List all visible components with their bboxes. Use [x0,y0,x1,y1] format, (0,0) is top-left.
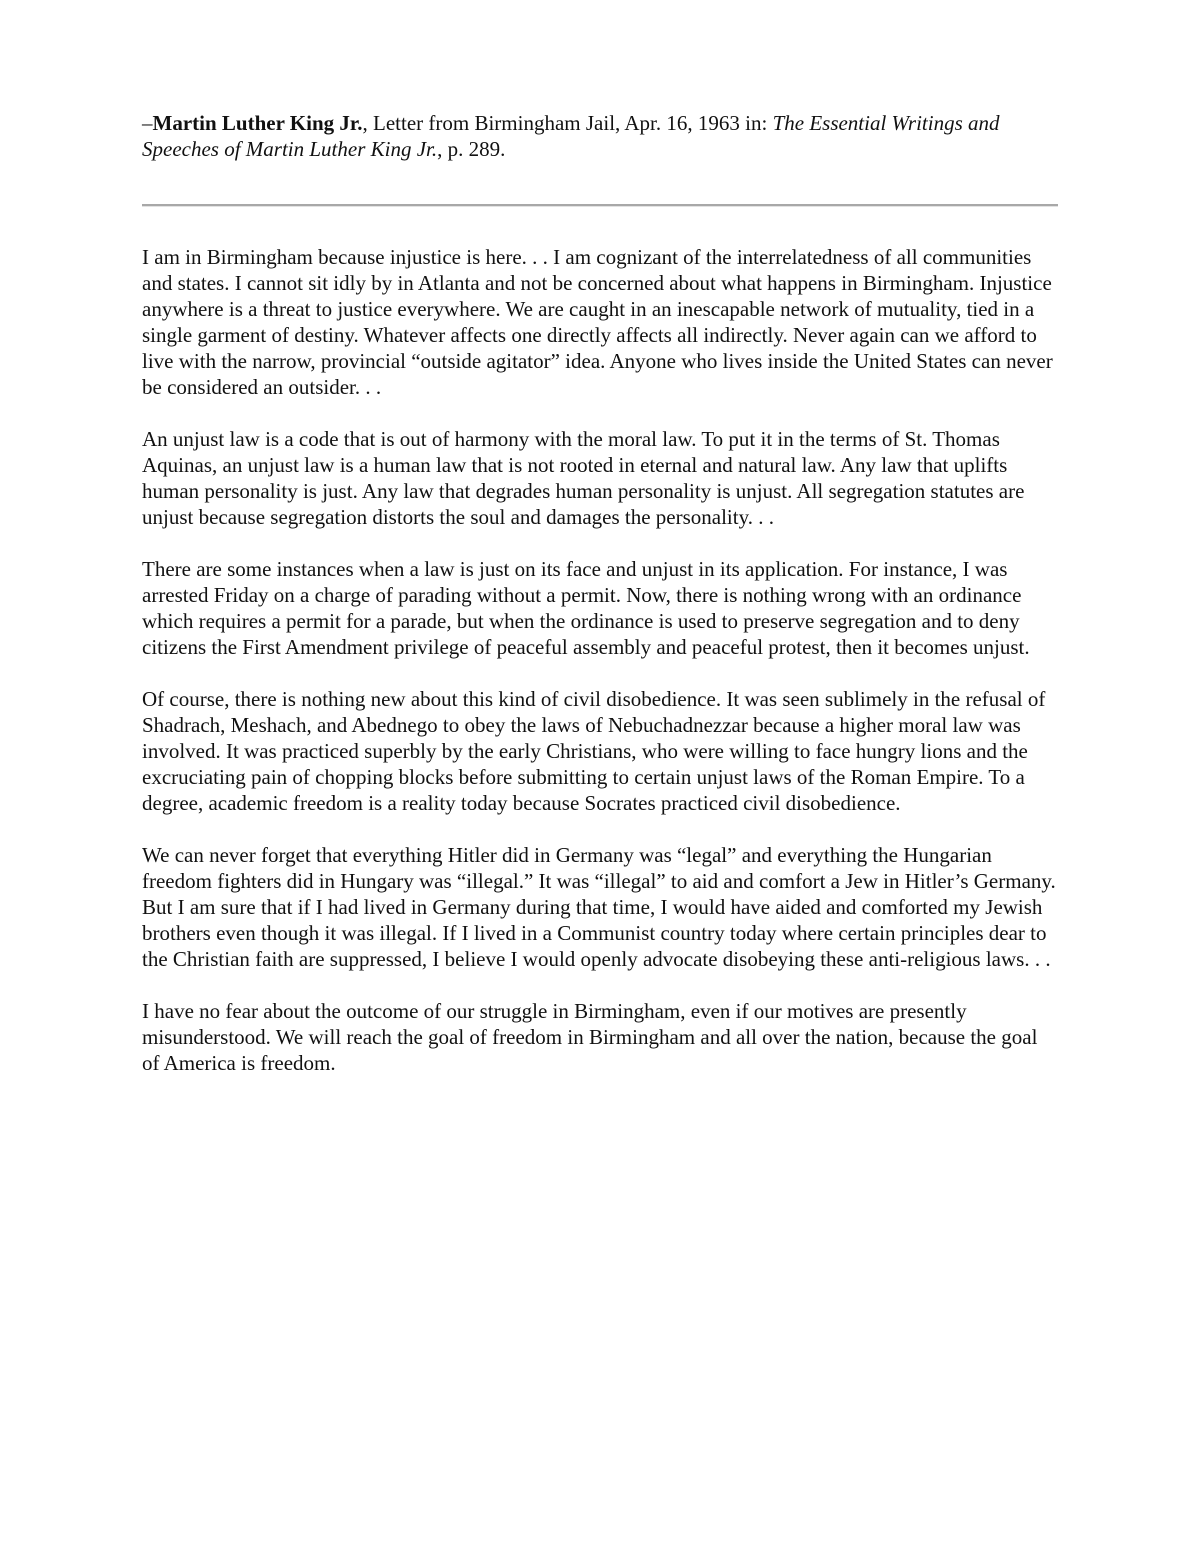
citation-book-title: The Essential Writings and Speeches of Martin Luther King Jr. [142,111,1000,161]
citation-author: Martin Luther King Jr. [152,111,363,135]
citation-source: , Letter from Birmingham Jail, Apr. 16, 1963 in: [362,111,773,135]
paragraph-6: I have no fear about the outcome of our struggle in Birmingham, even if our motives are presently misunderstood. We will reach the goal of freedom in Birmingham and all over the nation, because the goal of America is freedom. [142,999,1038,1075]
citation-prefix: – [142,111,153,135]
letter-body [142,244,1060,1102]
paragraph-3: There are some instances when a law is just on its face and unjust in its application. For instance, I was arrested Friday on a charge of parading without a permit. Now, there is nothing wrong with an ordinance which requires a permit for a parade, but when the ordinance is used to preserve segregation and to deny citizens the First Amendment privilege of peaceful assembly and peaceful protest, then it becomes unjust. [142,557,1030,659]
horizontal-divider [142,204,1058,207]
paragraph-2: An unjust law is a code that is out of harmony with the moral law. To put it in the terms of St. Thomas Aquinas, an unjust law is a human law that is not rooted in eternal and natural law. Any law that uplifts human personality is just. Any law that degrades human personality is unjust. All segregation statutes are unjust because segregation distorts the soul and damages the personality. . . [142,427,1025,529]
citation-page: , p. 289. [437,137,506,161]
paragraph-5: We can never forget that everything Hitler did in Germany was “legal” and everything the Hungarian freedom fighters did in Hungary was “illegal.” It was “illegal” to aid and comfort a Jew in Hitler’s Germany. But I am sure that if I had lived in Germany during that time, I would have aided and comforted my Jewish brothers even though it was illegal. If I lived in a Communist country today where certain principles dear to the Christian faith are suppressed, I believe I would openly advocate disobeying these anti-religious laws. . . [142,843,1056,971]
citation [142,110,1062,162]
paragraph-4: Of course, there is nothing new about this kind of civil disobedience. It was seen sublimely in the refusal of Shadrach, Meshach, and Abednego to obey the laws of Nebuchadnezzar because a higher moral law was involved. It was practiced superbly by the early Christians, who were willing to face hungry lions and the excruciating pain of chopping blocks before submitting to certain unjust laws of the Roman Empire. To a degree, academic freedom is a reality today because Socrates practiced civil disobedience. [142,687,1046,815]
paragraph-1: I am in Birmingham because injustice is here. . . I am cognizant of the interrelatedness of all communities and states. I cannot sit idly by in Atlanta and not be concerned about what happens in Birmingham. Injustice anywhere is a threat to justice everywhere. We are caught in an inescapable network of mutuality, tied in a single garment of destiny. Whatever affects one directly affects all indirectly. Never again can we afford to live with the narrow, provincial “outside agitator” idea. Anyone who lives inside the United States can never be considered an outsider. . . [142,245,1053,399]
